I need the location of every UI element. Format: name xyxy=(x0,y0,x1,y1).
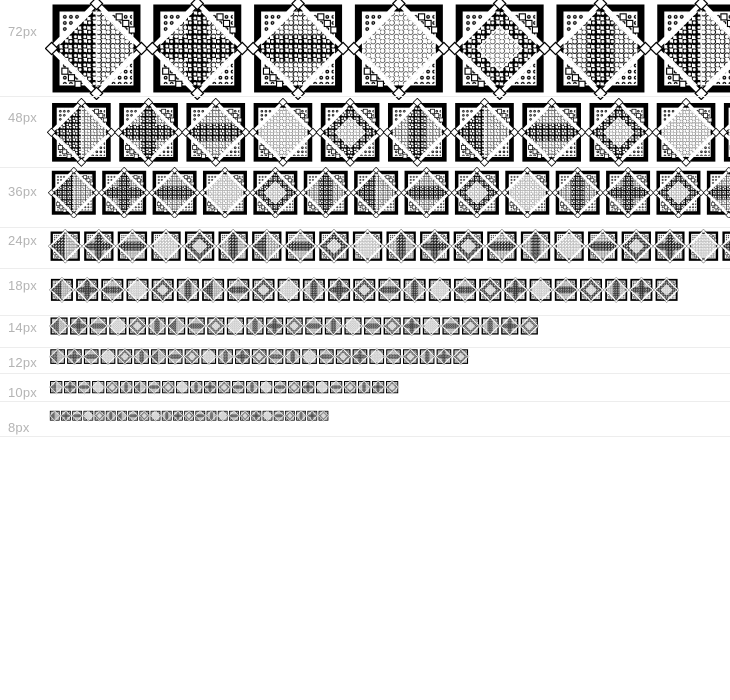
ornament-tile-glyph-plus xyxy=(500,316,520,336)
ornament-tile-glyph-hband xyxy=(304,316,324,336)
ornament-tile-glyph-vband xyxy=(383,98,451,166)
ornament-tile-glyph-hband xyxy=(363,316,383,336)
ornament-tile-glyph-light xyxy=(262,411,273,422)
ornament-tile-glyph-plus xyxy=(98,167,149,218)
ornament-tile-glyph-ring xyxy=(184,348,201,365)
ornament-tile-glyph-light xyxy=(315,380,329,394)
ornament-tile-glyph-ring xyxy=(184,411,195,422)
size-row-12 xyxy=(0,347,730,373)
ornament-tile-glyph-ring xyxy=(217,380,231,394)
ornament-tile-glyph-vband xyxy=(719,98,730,166)
size-label: 18px xyxy=(8,278,37,293)
size-row-36 xyxy=(0,167,730,227)
ornament-tile-glyph-hband xyxy=(167,348,184,365)
ornament-tile-glyph-vsplit xyxy=(350,167,401,218)
ornament-tile-glyph-vsplit xyxy=(651,0,730,100)
ornament-tile-glyph-vband xyxy=(324,316,344,336)
ornament-tile-glyph-vband xyxy=(385,230,419,264)
size-label: 14px xyxy=(8,320,37,335)
ornament-tile-glyph-plus xyxy=(371,380,385,394)
ornament-tile-glyph-hband xyxy=(284,230,318,264)
ornament-tile-glyph-vband xyxy=(357,380,371,394)
ornament-tile-glyph-vband xyxy=(402,277,428,303)
ornament-tile-glyph-ring xyxy=(343,380,357,394)
ornament-tile-glyph-plus xyxy=(147,0,249,100)
ornament-tile-glyph-plus xyxy=(602,167,653,218)
glyph-sample-row xyxy=(49,380,399,394)
ornament-tile-glyph-hband xyxy=(186,316,206,336)
size-row-24 xyxy=(0,227,730,268)
ornament-tile-glyph-light xyxy=(83,411,94,422)
ornament-tile-glyph-vband xyxy=(603,277,629,303)
ornament-tile-glyph-ring xyxy=(128,316,148,336)
ornament-tile-glyph-light xyxy=(226,316,246,336)
size-row-8 xyxy=(0,401,730,437)
ornament-tile-glyph-light xyxy=(150,411,161,422)
ornament-tile-glyph-ring xyxy=(105,380,119,394)
ornament-tile-glyph-light xyxy=(91,380,105,394)
ornament-tile-glyph-plus xyxy=(436,348,453,365)
size-label: 10px xyxy=(8,385,37,400)
ornament-tile-glyph-ring xyxy=(284,316,304,336)
ornament-tile-glyph-light xyxy=(108,316,128,336)
ornament-tile-glyph-ring xyxy=(317,230,351,264)
ornament-tile-glyph-ring xyxy=(250,167,301,218)
ornament-tile-glyph-plus xyxy=(234,348,251,365)
ornament-tile-glyph-vsplit xyxy=(49,316,69,336)
size-label: 8px xyxy=(8,420,30,435)
ornament-tile-glyph-vband xyxy=(245,316,265,336)
ornament-tile-glyph-ring xyxy=(161,380,175,394)
glyph-sample-row xyxy=(48,229,730,263)
ornament-tile-glyph-light xyxy=(249,98,317,166)
ornament-tile-glyph-hband xyxy=(273,380,287,394)
ornament-tile-glyph-vband xyxy=(206,411,217,422)
ornament-tile-glyph-ring xyxy=(452,230,486,264)
ornament-tile-glyph-vband xyxy=(217,230,251,264)
ornament-tile-glyph-light xyxy=(351,230,385,264)
ornament-tile-glyph-plus xyxy=(503,277,529,303)
ornament-tile-glyph-hband xyxy=(83,348,100,365)
ornament-tile-glyph-light xyxy=(687,230,721,264)
glyph-sample-row xyxy=(49,316,539,336)
ornament-tile-glyph-vband xyxy=(419,348,436,365)
ornament-tile-glyph-vband xyxy=(552,167,603,218)
ornament-tile-glyph-light xyxy=(175,380,189,394)
ornament-tile-glyph-plus xyxy=(66,348,83,365)
ornament-tile-glyph-ring xyxy=(335,348,352,365)
ornament-tile-glyph-vsplit xyxy=(46,0,148,100)
ornament-tile-glyph-ring xyxy=(385,380,399,394)
ornament-tile-glyph-light xyxy=(553,230,587,264)
ornament-tile-glyph-plus xyxy=(74,277,100,303)
ornament-tile-glyph-hband xyxy=(401,167,452,218)
ornament-tile-glyph-hband xyxy=(229,411,240,422)
ornament-tile-glyph-ring xyxy=(578,277,604,303)
ornament-tile-glyph-hband xyxy=(116,230,150,264)
ornament-tile-glyph-hband xyxy=(273,411,284,422)
ornament-tile-glyph-ring xyxy=(477,277,503,303)
ornament-tile-glyph-plus xyxy=(82,230,116,264)
ornament-tile-glyph-light xyxy=(276,277,302,303)
ornament-tile-glyph-hband xyxy=(553,277,579,303)
ornament-tile-glyph-plus xyxy=(61,411,72,422)
ornament-tile-glyph-plus xyxy=(307,411,318,422)
ornament-tile-glyph-ring xyxy=(520,316,540,336)
ornament-tile-glyph-vband xyxy=(245,380,259,394)
ornament-tile-glyph-light xyxy=(343,316,363,336)
ornament-tile-glyph-hband xyxy=(518,98,586,166)
ornament-tile-glyph-vsplit xyxy=(150,348,167,365)
ornament-tile-glyph-plus xyxy=(173,411,184,422)
size-row-10 xyxy=(0,373,730,401)
ornament-tile-glyph-plus xyxy=(114,98,182,166)
ornament-tile-glyph-vband xyxy=(480,316,500,336)
glyph-sample-row xyxy=(49,348,469,365)
ornament-tile-glyph-vsplit xyxy=(48,167,99,218)
ornament-tile-glyph-hband xyxy=(72,411,83,422)
ornament-tile-glyph-hband xyxy=(385,348,402,365)
ornament-tile-glyph-vband xyxy=(217,348,234,365)
ornament-tile-glyph-hband xyxy=(247,0,349,100)
ornament-tile-glyph-vsplit xyxy=(49,348,66,365)
size-row-18 xyxy=(0,268,730,315)
ornament-tile-glyph-vband xyxy=(106,411,117,422)
ornament-tile-glyph-vband xyxy=(162,411,173,422)
ornament-tile-glyph-ring xyxy=(139,411,150,422)
ornament-tile-glyph-vband xyxy=(147,316,167,336)
ornament-tile-glyph-light xyxy=(501,167,552,218)
ornament-tile-glyph-ring xyxy=(451,167,502,218)
ornament-tile-glyph-vsplit xyxy=(250,230,284,264)
glyph-sample-row xyxy=(47,98,730,167)
ornament-tile-glyph-ring xyxy=(318,411,329,422)
ornament-tile-glyph-ring xyxy=(382,316,402,336)
ornament-tile-glyph-plus xyxy=(402,316,422,336)
size-row-72 xyxy=(0,0,730,96)
ornament-tile-glyph-light xyxy=(528,277,554,303)
ornament-tile-glyph-plus xyxy=(653,230,687,264)
ornament-tile-glyph-ring xyxy=(351,277,377,303)
ornament-tile-glyph-plus xyxy=(265,316,285,336)
ornament-tile-glyph-light xyxy=(201,348,218,365)
ornament-tile-glyph-hband xyxy=(147,380,161,394)
ornament-tile-glyph-ring xyxy=(94,411,105,422)
ornament-tile-glyph-hband xyxy=(329,380,343,394)
ornament-tile-glyph-plus xyxy=(251,411,262,422)
ornament-tile-glyph-vband xyxy=(300,167,351,218)
ornament-tile-glyph-plus xyxy=(69,316,89,336)
ornament-tile-glyph-vband xyxy=(119,380,133,394)
ornament-tile-glyph-vsplit xyxy=(117,411,128,422)
ornament-tile-glyph-hband xyxy=(318,348,335,365)
ornament-tile-glyph-light xyxy=(218,411,229,422)
ornament-tile-glyph-light xyxy=(149,230,183,264)
ornament-tile-glyph-hband xyxy=(441,316,461,336)
ornament-tile-glyph-plus xyxy=(203,380,217,394)
ornament-tile-glyph-plus xyxy=(628,277,654,303)
ornament-tile-glyph-hband xyxy=(485,230,519,264)
size-label: 72px xyxy=(8,24,37,39)
ornament-tile-glyph-hband xyxy=(721,230,730,264)
ornament-tile-glyph-ring xyxy=(251,277,277,303)
ornament-tile-glyph-vsplit xyxy=(450,98,518,166)
ornament-tile-glyph-hband xyxy=(149,167,200,218)
ornament-tile-glyph-vsplit xyxy=(49,380,63,394)
glyph-sample-row xyxy=(49,277,679,303)
size-label: 48px xyxy=(8,110,37,125)
ornament-tile-glyph-hband xyxy=(99,277,125,303)
size-label: 12px xyxy=(8,355,37,370)
ornament-tile-glyph-light xyxy=(652,98,720,166)
ornament-tile-glyph-ring xyxy=(150,277,176,303)
ornament-tile-glyph-plus xyxy=(63,380,77,394)
ornament-tile-glyph-ring xyxy=(287,380,301,394)
ornament-tile-glyph-light xyxy=(100,348,117,365)
ornament-tile-glyph-ring xyxy=(461,316,481,336)
ornament-tile-glyph-ring xyxy=(653,167,704,218)
ornament-tile-glyph-light xyxy=(348,0,450,100)
size-label: 24px xyxy=(8,233,37,248)
ornament-tile-glyph-ring xyxy=(654,277,680,303)
ornament-tile-glyph-light xyxy=(422,316,442,336)
ornament-tile-glyph-vband xyxy=(550,0,652,100)
ornament-tile-glyph-hband xyxy=(452,277,478,303)
ornament-tile-glyph-vband xyxy=(296,411,307,422)
ornament-tile-glyph-light xyxy=(259,380,273,394)
glyph-sample-row xyxy=(49,410,329,421)
ornament-tile-glyph-ring xyxy=(452,348,469,365)
ornament-tile-glyph-vsplit xyxy=(49,230,83,264)
ornament-tile-glyph-ring xyxy=(402,348,419,365)
ornament-tile-glyph-light xyxy=(199,167,250,218)
ornament-tile-glyph-vsplit xyxy=(200,277,226,303)
ornament-tile-glyph-hband xyxy=(77,380,91,394)
ornament-tile-glyph-vsplit xyxy=(49,277,75,303)
ornament-tile-glyph-ring xyxy=(449,0,551,100)
glyph-sample-row xyxy=(48,167,730,218)
ornament-tile-glyph-hband xyxy=(128,411,139,422)
size-row-14 xyxy=(0,315,730,347)
ornament-tile-glyph-vband xyxy=(284,348,301,365)
ornament-tile-glyph-ring xyxy=(285,411,296,422)
ornament-tile-glyph-hband xyxy=(586,230,620,264)
ornament-tile-glyph-light xyxy=(301,348,318,365)
ornament-tile-glyph-vsplit xyxy=(167,316,187,336)
ornament-tile-glyph-hband xyxy=(225,277,251,303)
ornament-tile-glyph-hband xyxy=(231,380,245,394)
ornament-tile-glyph-vband xyxy=(301,277,327,303)
ornament-tile-glyph-vband xyxy=(133,348,150,365)
ornament-tile-glyph-ring xyxy=(316,98,384,166)
ornament-tile-glyph-hband xyxy=(88,316,108,336)
ornament-tile-glyph-vband xyxy=(189,380,203,394)
ornament-tile-glyph-ring xyxy=(117,348,134,365)
ornament-tile-glyph-ring xyxy=(620,230,654,264)
ornament-tile-glyph-light xyxy=(427,277,453,303)
ornament-tile-glyph-vsplit xyxy=(50,411,61,422)
ornament-tile-glyph-hband xyxy=(195,411,206,422)
ornament-tile-glyph-hband xyxy=(268,348,285,365)
ornament-tile-glyph-vband xyxy=(175,277,201,303)
ornament-tile-glyph-hband xyxy=(703,167,730,218)
ornament-tile-glyph-ring xyxy=(206,316,226,336)
ornament-tile-glyph-vsplit xyxy=(47,98,115,166)
ornament-tile-glyph-plus xyxy=(301,380,315,394)
ornament-tile-glyph-plus xyxy=(352,348,369,365)
ornament-tile-glyph-plus xyxy=(326,277,352,303)
ornament-tile-glyph-ring xyxy=(585,98,653,166)
size-label: 36px xyxy=(8,184,37,199)
ornament-tile-glyph-ring xyxy=(240,411,251,422)
ornament-tile-glyph-plus xyxy=(418,230,452,264)
ornament-tile-glyph-light xyxy=(368,348,385,365)
ornament-tile-glyph-vsplit xyxy=(133,380,147,394)
glyph-sample-row xyxy=(45,0,730,100)
ornament-tile-glyph-ring xyxy=(183,230,217,264)
ornament-tile-glyph-light xyxy=(125,277,151,303)
ornament-tile-glyph-hband xyxy=(377,277,403,303)
size-row-48 xyxy=(0,96,730,167)
ornament-tile-glyph-vband xyxy=(519,230,553,264)
ornament-tile-glyph-hband xyxy=(182,98,250,166)
ornament-tile-glyph-ring xyxy=(251,348,268,365)
